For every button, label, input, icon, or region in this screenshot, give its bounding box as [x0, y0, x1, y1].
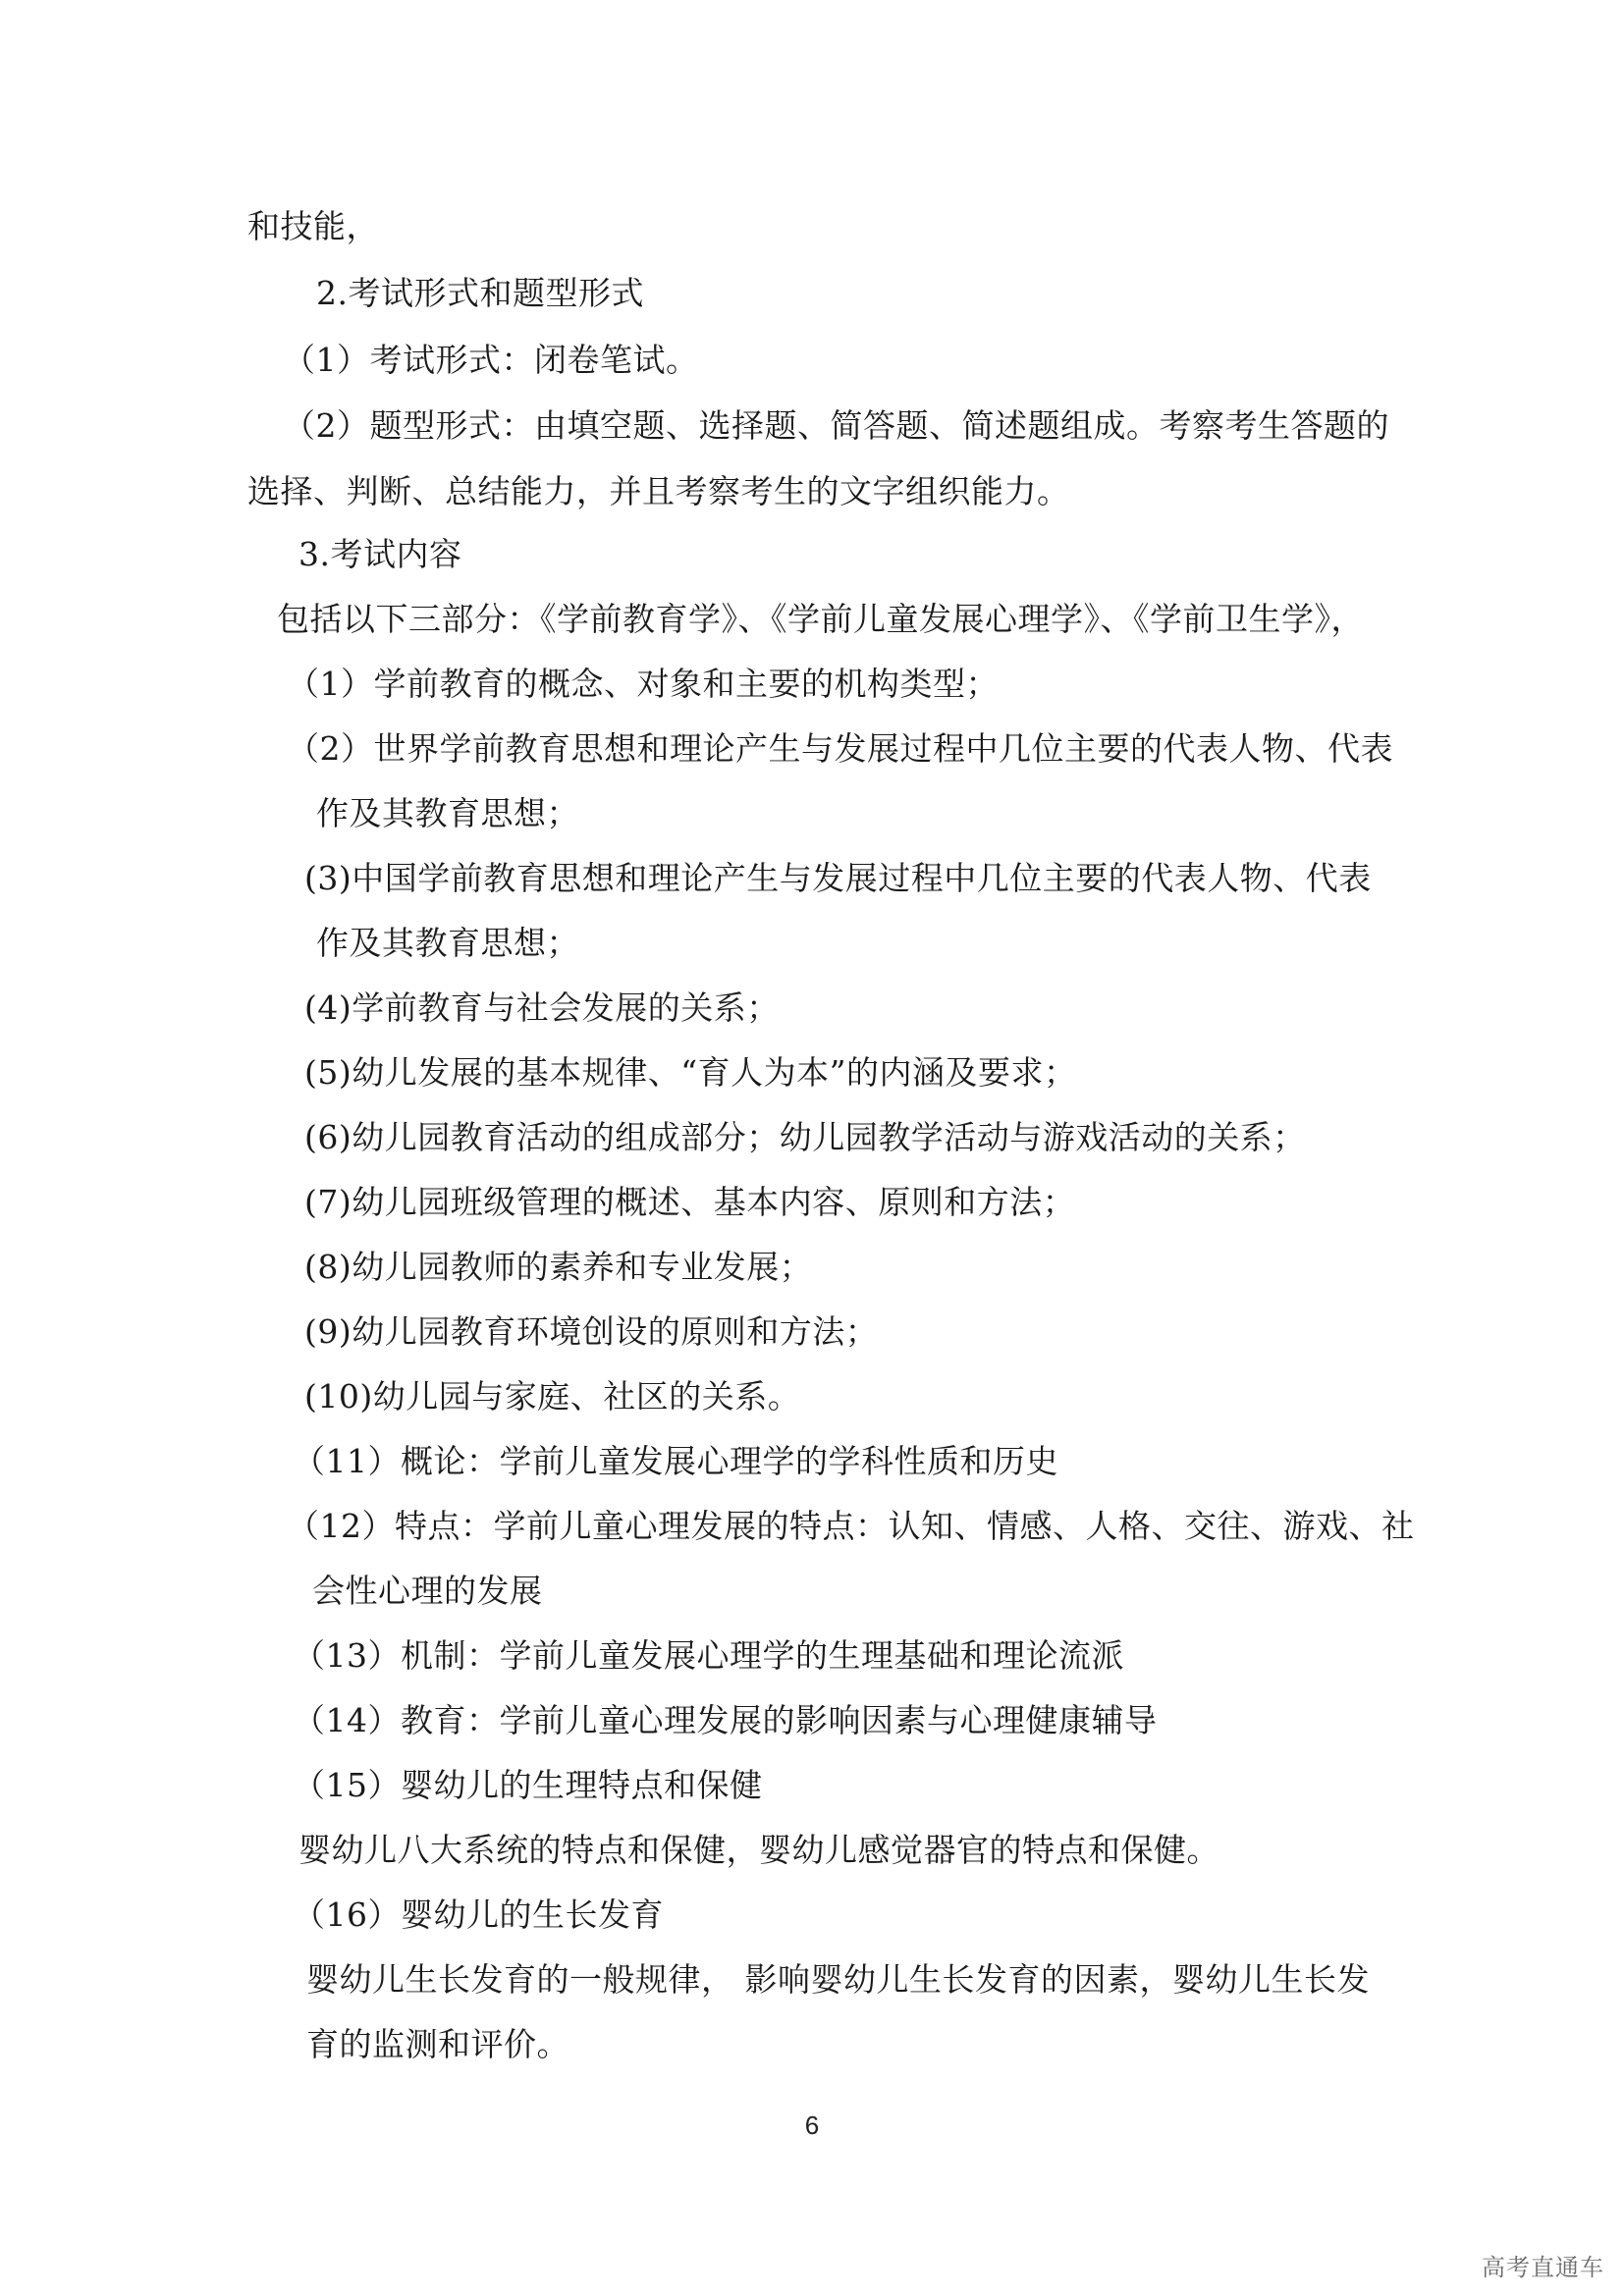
- list-item: (9)幼儿园教育环境创设的原则和方法；: [304, 1312, 879, 1351]
- text-line: 会性心理的发展: [312, 1572, 543, 1610]
- list-item: （14）教育：学前儿童心理发展的影响因素与心理健康辅导: [293, 1701, 1158, 1739]
- list-item: （1）考试形式：闭卷笔试。: [283, 341, 699, 379]
- list-item: (7)幼儿园班级管理的概述、基本内容、原则和方法；: [304, 1183, 1076, 1221]
- list-item: (5)幼儿发展的基本规律、“育人为本”的内涵及要求；: [304, 1053, 1077, 1092]
- list-item: （13）机制：学前儿童发展心理学的生理基础和理论流派: [293, 1636, 1124, 1675]
- section-heading: 3.考试内容: [298, 535, 462, 573]
- list-item: (8)幼儿园教师的素养和专业发展；: [304, 1248, 813, 1286]
- list-item: （1）学前教育的概念、对象和主要的机构类型；: [287, 665, 999, 703]
- text-line: 育的监测和评价。: [306, 2025, 569, 2063]
- list-item: （2）世界学前教育思想和理论产生与发展过程中几位主要的代表人物、代表: [287, 729, 1393, 768]
- list-item: (4)学前教育与社会发展的关系；: [304, 988, 780, 1027]
- list-item: （16）婴幼儿的生长发育: [293, 1896, 664, 1934]
- text-line: 作及其教育思想；: [316, 924, 579, 962]
- list-item: （11）概论：学前儿童发展心理学的学科性质和历史: [293, 1442, 1058, 1480]
- text-line: 婴幼儿八大系统的特点和保健，婴幼儿感觉器官的特点和保健。: [298, 1831, 1219, 1869]
- section-heading: 2.考试形式和题型形式: [316, 274, 644, 312]
- list-item: (3)中国学前教育思想和理论产生与发展过程中几位主要的代表人物、代表: [304, 859, 1372, 897]
- list-item: （2）题型形式：由填空题、选择题、简答题、简述题组成。考察考生答题的: [283, 406, 1389, 445]
- text-line: 包括以下三部分：《学前教育学》、《学前儿童发展心理学》、《学前卫生学》，: [277, 600, 1364, 638]
- list-item: (10)幼儿园与家庭、社区的关系。: [304, 1377, 801, 1415]
- list-item: （12）特点：学前儿童心理发展的特点：认知、情感、人格、交往、游戏、社: [287, 1507, 1415, 1545]
- page-number: 6: [804, 2110, 820, 2140]
- text-line: 婴幼儿生长发育的一般规律， 影响婴幼儿生长发育的因素，婴幼儿生长发: [306, 1960, 1370, 1999]
- watermark: 高考直通车: [1482, 2254, 1604, 2281]
- list-item: （15）婴幼儿的生理特点和保健: [293, 1766, 763, 1804]
- text-line: 选择、判断、总结能力，并且考察考生的文字组织能力。: [247, 472, 1070, 510]
- list-item: (6)幼儿园教育活动的组成部分；幼儿园教学活动与游戏活动的关系；: [304, 1118, 1306, 1156]
- text-line: 作及其教育思想；: [316, 794, 579, 832]
- text-line: 和技能，: [247, 207, 379, 245]
